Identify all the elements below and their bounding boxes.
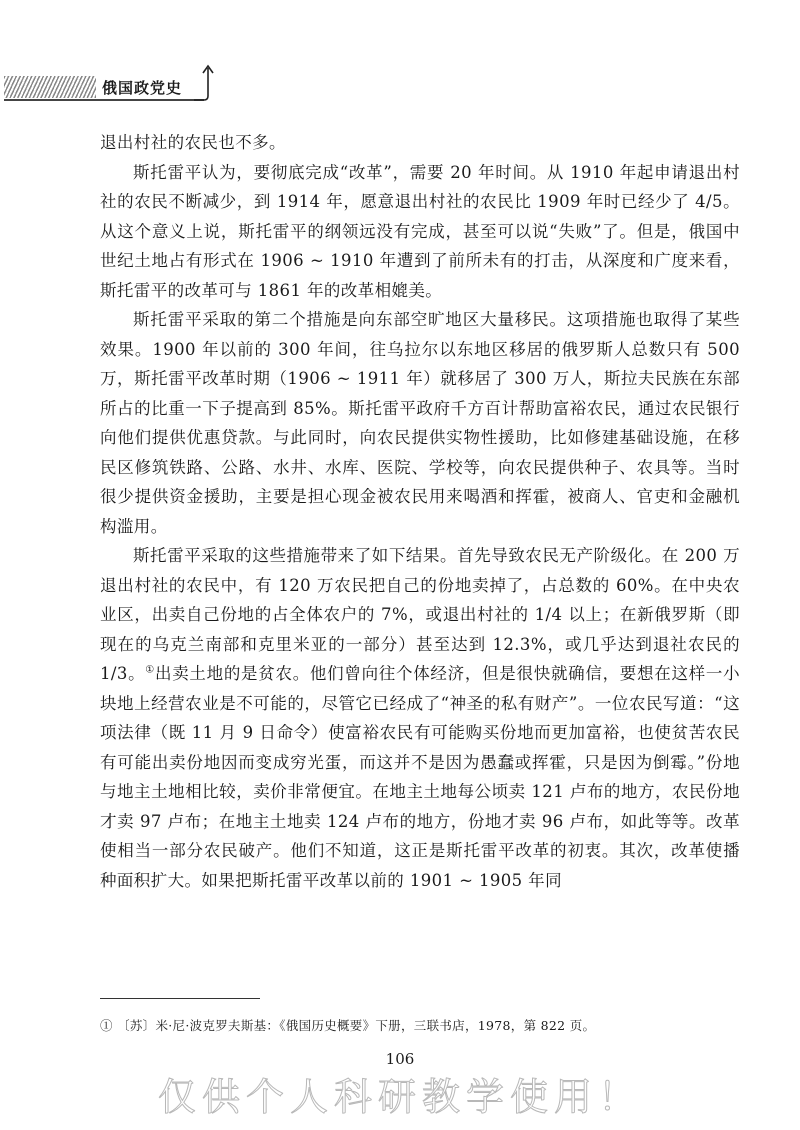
- header-hatch-decoration: [4, 76, 96, 98]
- running-header-title: 俄国政党史: [102, 79, 183, 97]
- footnote: ① 〔苏〕米·尼·波克罗夫斯基：《俄国历史概要》下册，三联书店，1978，第 822 页。: [100, 1018, 596, 1033]
- header-rule: [4, 99, 204, 101]
- paragraph: 斯托雷平采取的第二个措施是向东部空旷地区大量移民。这项措施也取得了某些效果。1900 年以前的 300 年间，往乌拉尔以东地区移居的俄罗斯人总数只有 500 万，斯托雷平改革时期（1906 ~ 1911 年）就移居了 300 万人，斯拉夫民族在东部所占的比重一下子提高到 85%。斯托雷平政府千方百计帮助富裕农民，通过农民银行向他们提供优惠贷款。与此同时，向农民提供实物性援助，比如修建基础设施，在移民区修筑铁路、公路、水井、水库、医院、学校等，向农民提供种子、农具等。当时很少提供资金援助，主要是担心现金被农民用来喝酒和挥霍，被商人、官吏和金融机构滥用。: [100, 310, 740, 536]
- page-number: 106: [385, 1050, 415, 1068]
- running-header: [0, 62, 240, 102]
- up-arrow-icon: [190, 62, 220, 102]
- watermark: 仅供个人科研教学使用！: [157, 1075, 642, 1119]
- paragraph-text: 斯托雷平采取的这些措施带来了如下结果。首先导致农民无产阶级化。在 200 万退出村社的农民中，有 120 万农民把自己的份地卖掉了，占总数的 60%。在中央农业区，出卖自己份地的占全体农户的 7%，或退出村社的 1/4 以上；在新俄罗斯（即现在的乌克兰南部和克里米亚的一部分）甚至达到 12.3%，或几乎达到退社农民的 1/3。: [100, 546, 740, 683]
- footnote-reference[interactable]: ①: [145, 664, 155, 676]
- paragraph: [100, 541, 740, 895]
- paragraph: 退出村社的农民也不多。: [100, 133, 286, 152]
- paragraph: 斯托雷平认为，要彻底完成“改革”，需要 20 年时间。从 1910 年起申请退出村社的农民不断减少，到 1914 年，愿意退出村社的农民比 1909 年时已经少了 4/5。从这个意义上说，斯托雷平的纲领远没有完成，甚至可以说“失败”了。但是，俄国中世纪土地占有形式在 1906 ~ 1910 年遭到了前所未有的打击，从深度和广度来看，斯托雷平的改革可与 1861 年的改革相媲美。: [100, 162, 740, 300]
- body-text: [100, 128, 740, 895]
- paragraph-text: 出卖土地的是贫农。他们曾向往个体经济，但是很快就确信，要想在这样一小块地上经营农业是不可能的，尽管它已经成了“神圣的私有财产”。一位农民写道：“这项法律（既 11 月 9 日命令）使富裕农民有可能购买份地而更加富裕，也使贫苦农民有可能出卖份地因而变成穷光蛋，而这并不是因为愚蠢或挥霍，只是因为倒霉。”份地与地主土地相比较，卖价非常便宜。在地主土地每公顷卖 121 卢布的地方，农民份地才卖 97 卢布；在地主土地卖 124 卢布的地方，份地才卖 96 卢布，如此等等。改革使相当一部分农民破产。他们不知道，这正是斯托雷平改革的初衷。其次，改革使播种面积扩大。如果把斯托雷平改革以前的 1901 ~ 1905 年同: [100, 664, 740, 890]
- footnote-divider: [100, 998, 260, 999]
